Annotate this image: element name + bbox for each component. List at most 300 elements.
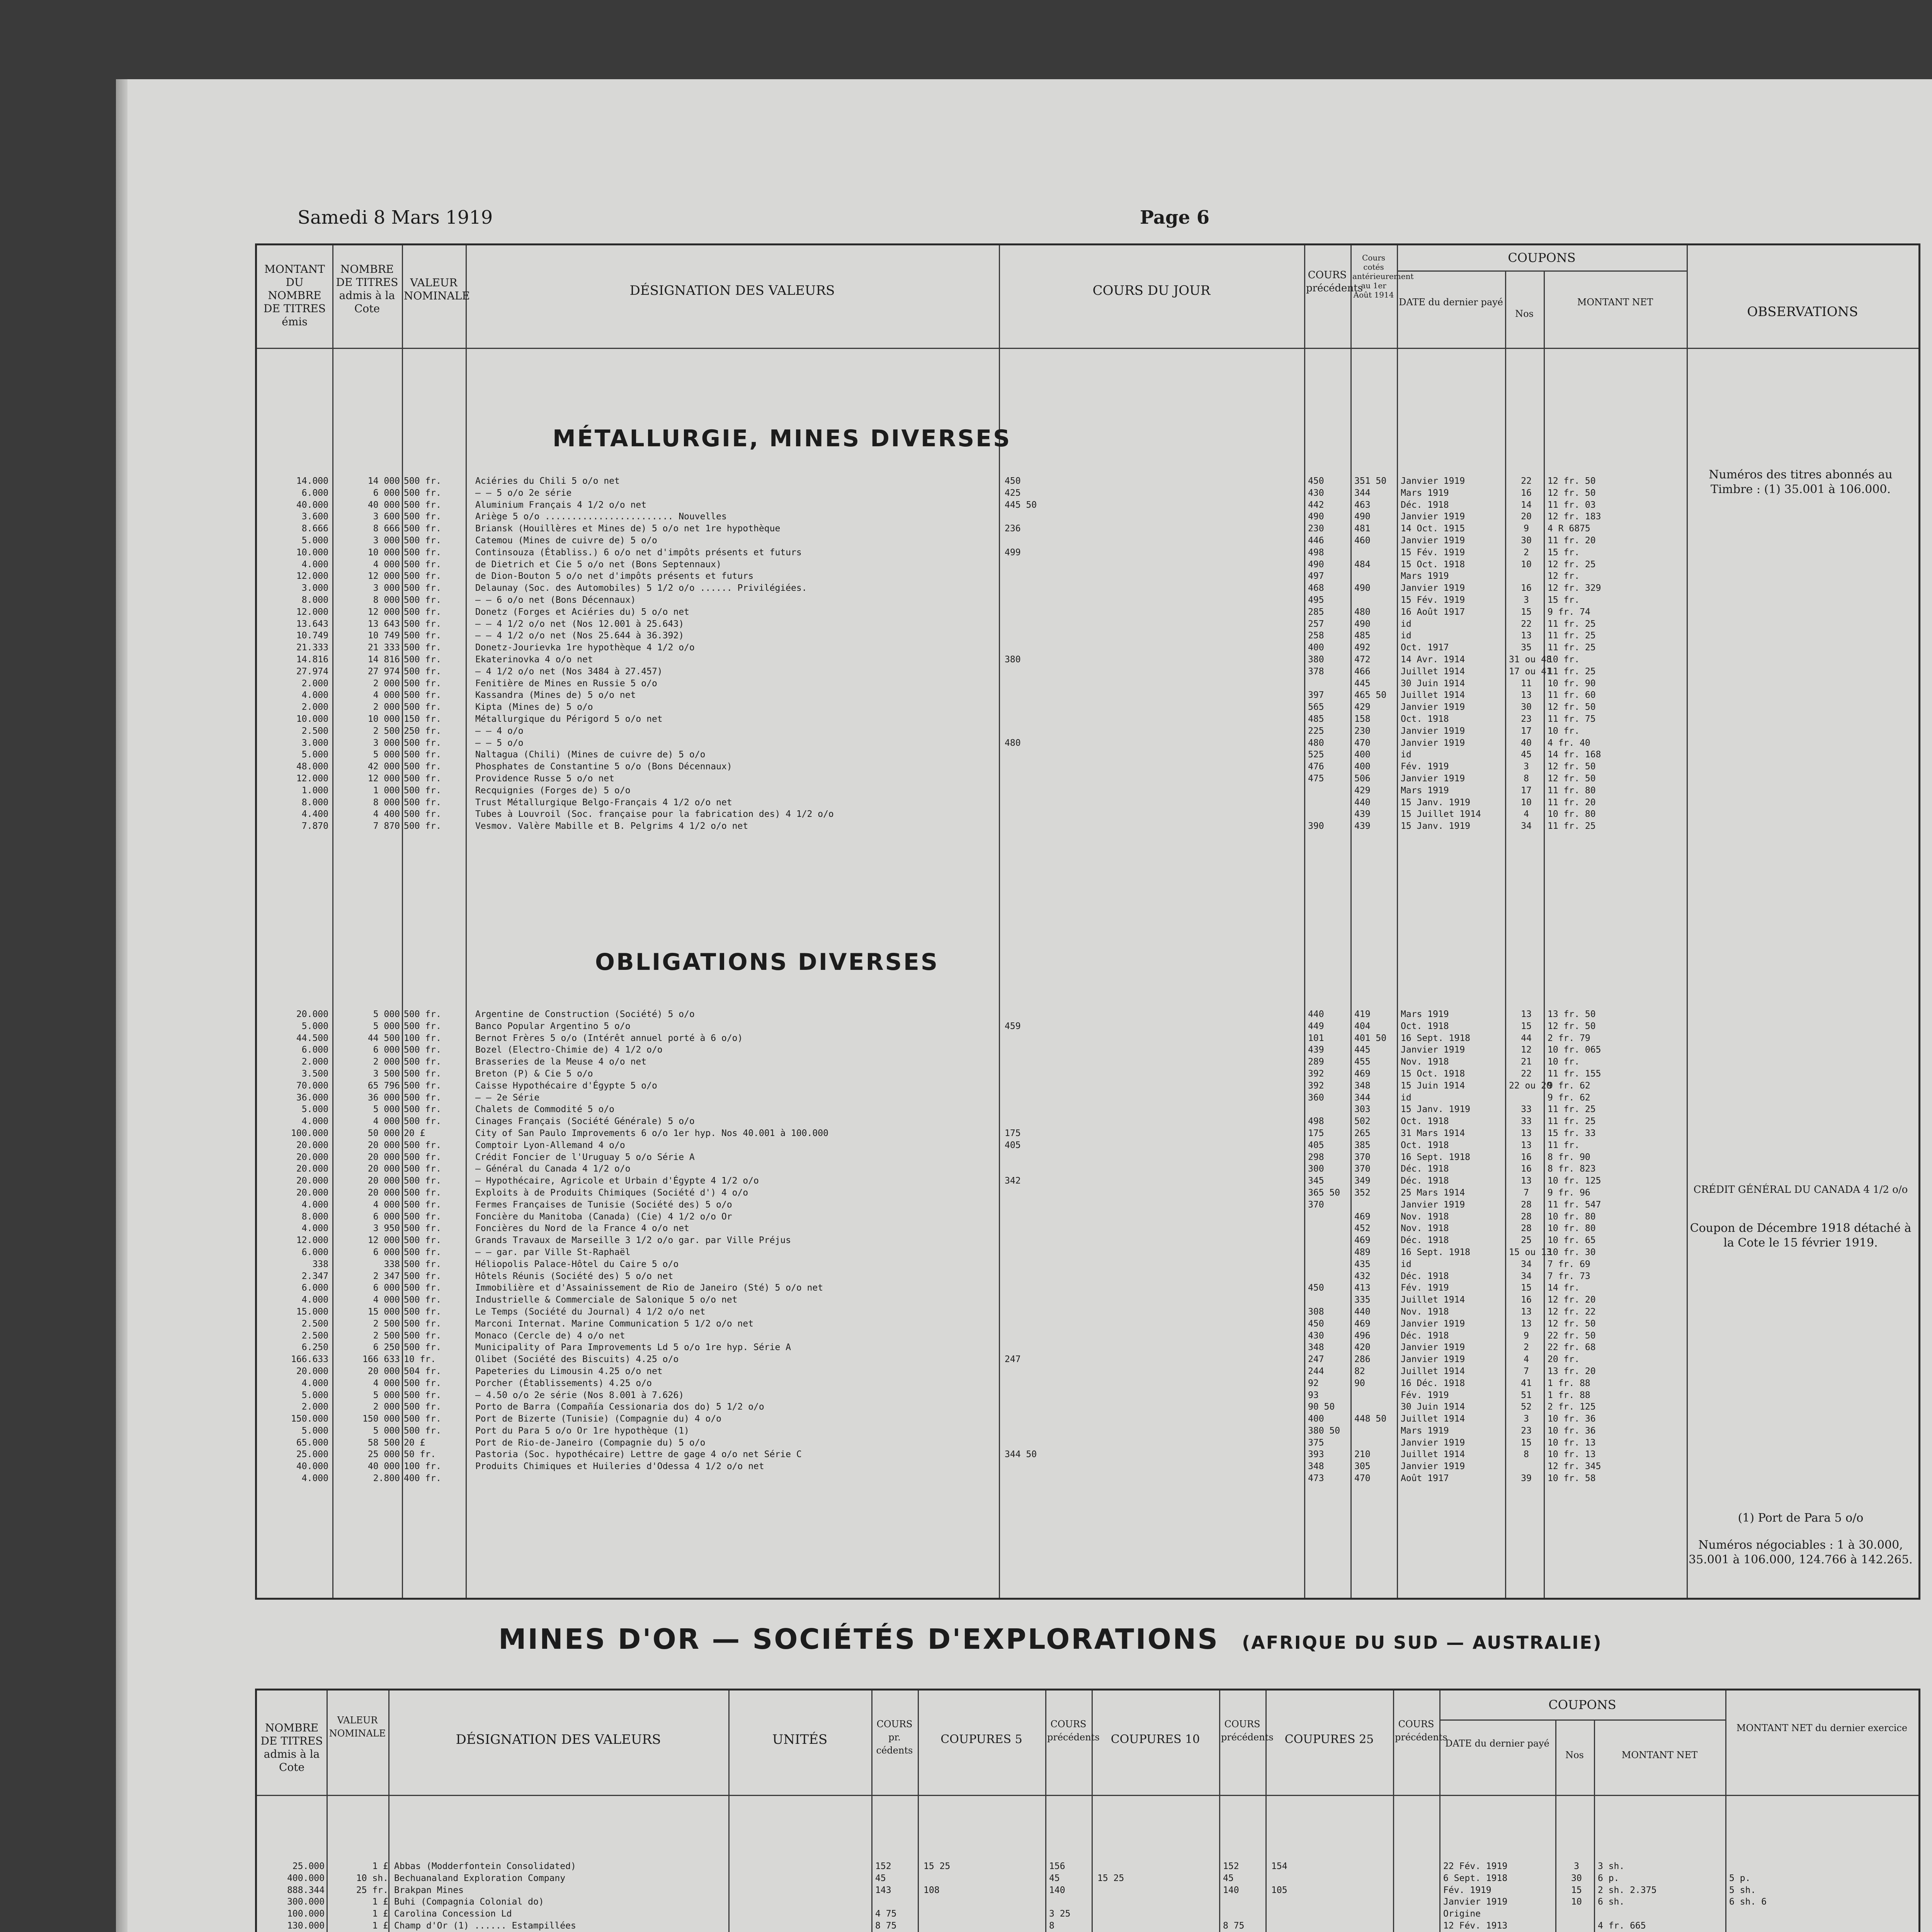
table-cell: Foncière du Manitoba (Canada) (Cie) 4 1/2 o/o Or (475, 1211, 732, 1222)
table-cell: 30 (1571, 1873, 1582, 1883)
table-cell: 496 (1354, 1330, 1371, 1341)
table-cell: 3 sh. (1598, 1861, 1625, 1871)
table-cell: 500 fr. (404, 1187, 441, 1198)
table-cell: 16 Déc. 1918 (1401, 1378, 1465, 1388)
table-cell: 105 (1271, 1885, 1287, 1895)
table-cell: 1.000 (301, 785, 328, 796)
table-cell: 308 (1308, 1306, 1324, 1317)
table-cell: 10 (1571, 1897, 1582, 1907)
table-cell: 16 (1521, 488, 1532, 498)
table-row (259, 1413, 1689, 1425)
table-cell: 5.000 (301, 1104, 328, 1115)
table-cell: 10 fr. (1548, 726, 1580, 736)
table-cell: 470 (1354, 738, 1371, 748)
table-cell: 15 25 (1097, 1873, 1124, 1883)
table-cell: 25.000 (296, 1449, 328, 1460)
table-cell: 497 (1308, 571, 1324, 582)
table-cell: 15 Janv. 1919 (1401, 821, 1471, 832)
table-cell: 500 fr. (404, 1271, 441, 1281)
table-cell: 7 (1524, 1366, 1529, 1376)
table-cell: 345 (1308, 1176, 1324, 1186)
table-cell: Pastoria (Soc. hypothécaire) Lettre de gage 4 o/o net Série C (475, 1449, 802, 1460)
table-cell: 500 fr. (404, 1235, 441, 1246)
table-cell: 481 (1354, 524, 1371, 534)
table-cell: 10.000 (296, 547, 328, 558)
table-cell: 470 (1354, 1473, 1371, 1484)
table-cell: 489 (1354, 1247, 1371, 1257)
table-cell: Déc. 1918 (1401, 1176, 1449, 1186)
table-row (259, 797, 1689, 809)
table-row (259, 1366, 1689, 1378)
table-cell: 3 000 (373, 535, 400, 546)
table-cell: 100 fr. (404, 1461, 441, 1472)
table-cell: 10 fr. 90 (1548, 678, 1596, 689)
table-cell: Nov. 1918 (1401, 1057, 1449, 1067)
table-cell: Exploits à de Produits Chimiques (Société d') 4 o/o (475, 1187, 748, 1198)
col-coupures25: COUPURES 25 (1284, 1733, 1374, 1746)
table-cell: 15.000 (296, 1306, 328, 1317)
table-cell: 452 (1354, 1223, 1371, 1234)
table-cell: Recquignies (Forges de) 5 o/o (475, 785, 631, 796)
table-cell: 490 (1354, 619, 1371, 629)
table-cell: 11 fr. 20 (1548, 797, 1596, 808)
table-cell: 150 fr. (404, 714, 441, 724)
table-row (259, 1104, 1689, 1116)
table-cell: 480 (1308, 738, 1324, 748)
table-cell: 490 (1354, 512, 1371, 522)
table-cell: Janvier 1919 (1401, 583, 1465, 594)
table-cell: Ekaterinovka 4 o/o net (475, 654, 593, 665)
table-cell: 390 (1308, 821, 1324, 832)
table-cell: Fenitière de Mines en Russie 5 o/o (475, 678, 657, 689)
table-cell: Héliopolis Palace-Hôtel du Caire 5 o/o (475, 1259, 679, 1269)
table-cell: 15 Juillet 1914 (1401, 809, 1481, 820)
table-cell: 439 (1308, 1045, 1324, 1055)
table-row (259, 1056, 1689, 1068)
table-cell: 152 (875, 1861, 891, 1871)
table-cell: 4.000 (301, 1199, 328, 1210)
table-cell: 4 000 (373, 1295, 400, 1305)
table-cell: 500 fr. (404, 1295, 441, 1305)
table-cell: 360 (1308, 1092, 1324, 1103)
table-cell: 500 fr. (404, 750, 441, 760)
table-cell: 10 fr. 36 (1548, 1414, 1596, 1424)
table-cell: 8 75 (1223, 1920, 1245, 1931)
table-row (259, 1342, 1689, 1354)
table-cell: — — 6 o/o net (Bons Décennaux) (475, 595, 636, 605)
table-cell: 500 fr. (404, 1425, 441, 1436)
table-cell: 15 fr. 33 (1548, 1128, 1596, 1138)
table-row (259, 1199, 1689, 1211)
table-cell: Kassandra (Mines de) 5 o/o net (475, 690, 636, 701)
table-cell: 11 fr. 25 (1548, 1104, 1596, 1115)
table-cell: 28 (1521, 1199, 1532, 1210)
table-cell: 265 (1354, 1128, 1371, 1138)
table-cell: 3 (1574, 1861, 1579, 1871)
table-cell: 2 000 (373, 1402, 400, 1412)
table-cell: 445 (1354, 1045, 1371, 1055)
table-cell: 375 (1308, 1437, 1324, 1448)
col-designation: DÉSIGNATION DES VALEURS (456, 1732, 661, 1747)
table-cell: 3 000 (373, 738, 400, 748)
col-designation: DÉSIGNATION DES VALEURS (629, 283, 835, 298)
table-cell: Providence Russe 5 o/o net (475, 773, 615, 784)
table-cell: 370 (1354, 1164, 1371, 1174)
table-cell: 450 (1308, 1283, 1324, 1293)
table-cell: 3 950 (373, 1223, 400, 1234)
table-cell: 33 (1521, 1116, 1532, 1127)
table-cell: 12 fr. 22 (1548, 1306, 1596, 1317)
table-row (259, 535, 1689, 547)
col-observations: OBSERVATIONS (1747, 304, 1858, 320)
table-cell: Brasseries de la Meuse 4 o/o net (475, 1057, 647, 1067)
table-cell: 500 fr. (404, 1318, 441, 1329)
table-cell: 7 fr. 69 (1548, 1259, 1590, 1269)
table-cell: Bechuanaland Exploration Company (394, 1873, 566, 1883)
table-row (259, 1116, 1689, 1128)
table-cell: Hôtels Réunis (Société des) 5 o/o net (475, 1271, 673, 1281)
table-cell: 12 fr. 50 (1548, 762, 1596, 772)
table-cell: 7 fr. 73 (1548, 1271, 1590, 1281)
table-cell: Janvier 1919 (1443, 1897, 1508, 1907)
table-cell: 14 fr. 168 (1548, 750, 1601, 760)
table-cell: Aluminium Français 4 1/2 o/o net (475, 500, 647, 510)
table-cell: 500 fr. (404, 821, 441, 832)
table-cell: 130.000 (287, 1920, 325, 1931)
table-cell: 4 fr. 665 (1598, 1920, 1646, 1931)
table-row (259, 725, 1689, 737)
table-cell: 40 000 (367, 1461, 400, 1472)
table-cell: Déc. 1918 (1401, 1330, 1449, 1341)
table-cell: 9 (1524, 1330, 1529, 1341)
table-cell: 45 (875, 1873, 886, 1883)
table-cell: 44 500 (367, 1033, 400, 1043)
table-cell: 485 (1354, 631, 1371, 641)
table-cell: 490 (1308, 559, 1324, 570)
table-row (259, 1080, 1689, 1092)
table-cell: 40 000 (367, 500, 400, 510)
col-montant-net: MONTANT NET (1621, 1750, 1698, 1760)
table-cell: Janvier 1919 (1401, 512, 1465, 522)
table-row (259, 773, 1689, 785)
table-cell: 40 (1521, 738, 1532, 748)
table-cell: 20.000 (296, 1152, 328, 1162)
table-cell: 25 Mars 1914 (1401, 1187, 1465, 1198)
table-row (259, 701, 1689, 713)
table-cell: 468 (1308, 583, 1324, 594)
table-cell: 11 fr. 25 (1548, 643, 1596, 653)
table-cell: 247 (1308, 1354, 1324, 1365)
table-cell: 4.400 (301, 809, 328, 820)
table-cell: 1 £ (372, 1897, 388, 1907)
table-cell: 6 000 (373, 1283, 400, 1293)
table-cell: 12 fr. 50 (1548, 1021, 1596, 1031)
table-cell: 52 (1521, 1402, 1532, 1412)
table-row (259, 594, 1689, 606)
table-row (259, 1032, 1689, 1044)
table-cell: 492 (1354, 643, 1371, 653)
table-cell: 5.000 (301, 535, 328, 546)
table-cell: 17 ou 41 (1509, 666, 1552, 677)
table-cell: 440 (1308, 1009, 1324, 1019)
table-cell: Abbas (Modderfontein Consolidated) (394, 1861, 576, 1871)
table-cell: 10 fr. 36 (1548, 1425, 1596, 1436)
obligations-rows (259, 1009, 1689, 1485)
table-cell: Nov. 1918 (1401, 1211, 1449, 1222)
table-cell: 500 fr. (404, 1247, 441, 1257)
table-row (259, 499, 1689, 511)
table-cell: 2.500 (301, 1330, 328, 1341)
table-cell: 13 (1521, 1318, 1532, 1329)
table-cell: 17 (1521, 726, 1532, 736)
table-cell: Cinages Français (Société Générale) 5 o/o (475, 1116, 695, 1127)
table-cell: 12 fr. 50 (1548, 476, 1596, 486)
col-montant-net: MONTANT NET (1577, 297, 1653, 308)
col-cours-prec3: COURS précédents (1395, 1719, 1447, 1743)
table-cell: 82 (1354, 1366, 1365, 1376)
table-cell: 289 (1308, 1057, 1324, 1067)
table-cell: 500 fr. (404, 809, 441, 820)
table-cell: 2 fr. 125 (1548, 1402, 1596, 1412)
table-cell: 15 ou 13 (1509, 1247, 1552, 1257)
table-cell: 490 (1308, 512, 1324, 522)
table-cell: 4 fr. 40 (1548, 738, 1590, 748)
table-cell: 4 000 (373, 690, 400, 701)
table-cell: 500 fr. (404, 1045, 441, 1055)
table-cell: 442 (1308, 500, 1324, 510)
mines-title-text: MINES D'OR — SOCIÉTÉS D'EXPLORATIONS (498, 1623, 1219, 1655)
col-cours-jour: COURS DU JOUR (1092, 283, 1211, 298)
table-cell: 432 (1354, 1271, 1371, 1281)
table-cell: 10 fr. 80 (1548, 1223, 1596, 1234)
table-cell: 12 fr. 50 (1548, 1318, 1596, 1329)
table-cell: 15 (1521, 1283, 1532, 1293)
table-cell: 6 p. (1598, 1873, 1619, 1883)
table-cell: Marconi Internat. Marine Communication 5 1/2 o/o net (475, 1318, 754, 1329)
col-coupons: COUPONS (1548, 1697, 1616, 1712)
table-cell: 5.000 (301, 1021, 328, 1031)
table-cell: 156 (1049, 1861, 1065, 1871)
table-cell: 500 fr. (404, 1342, 441, 1353)
table-cell: 2.000 (301, 702, 328, 713)
table-cell: 473 (1308, 1473, 1324, 1484)
table-cell: 4.000 (301, 1378, 328, 1388)
section-title-metallurgie: MÉTALLURGIE, MINES DIVERSES (553, 425, 1012, 452)
table-cell: Janvier 1919 (1401, 1045, 1465, 1055)
table-row (259, 1920, 1913, 1932)
table-cell: 4 000 (373, 559, 400, 570)
table-cell: Naltagua (Chili) (Mines de cuivre de) 5 o/o (475, 750, 706, 760)
table-cell: 20 000 (367, 1176, 400, 1186)
table-cell: 2 500 (373, 726, 400, 736)
table-cell: 370 (1354, 1152, 1371, 1162)
table-cell: 10 (1521, 797, 1532, 808)
col-cours-cotes: Cours cotés antérieurement au 1er Août 1914 (1352, 253, 1414, 299)
table-cell: 525 (1308, 750, 1324, 760)
table-cell: 500 fr. (404, 631, 441, 641)
table-cell: 10 fr. (404, 1354, 436, 1365)
table-cell: Produits Chimiques et Huileries d'Odessa 4 1/2 o/o net (475, 1461, 764, 1472)
table-cell: 4.000 (301, 1473, 328, 1484)
table-cell: 469 (1354, 1211, 1371, 1222)
table-cell: 298 (1308, 1152, 1324, 1162)
table-cell: 5.000 (301, 750, 328, 760)
table-row (259, 1294, 1689, 1306)
table-cell: City of San Paulo Improvements 6 o/o 1er hyp. Nos 40.001 à 100.000 (475, 1128, 828, 1138)
table-cell: Déc. 1918 (1401, 1235, 1449, 1246)
table-cell: 14 Avr. 1914 (1401, 654, 1465, 665)
table-cell: 349 (1354, 1176, 1371, 1186)
table-cell: Juillet 1914 (1401, 1295, 1465, 1305)
table-cell: Continsouza (Établiss.) 6 o/o net d'impôts présents et futurs (475, 547, 802, 558)
coupons-separator (1439, 1719, 1725, 1721)
table-cell: 10.749 (296, 631, 328, 641)
table-cell: 25.000 (292, 1861, 325, 1871)
table-cell: Janvier 1919 (1401, 535, 1465, 546)
table-cell: 338 (312, 1259, 328, 1269)
table-cell: 12 (1521, 1045, 1532, 1055)
table-cell: 5 p. (1729, 1873, 1751, 1883)
table-cell: 285 (1308, 607, 1324, 617)
table-cell: 425 (1005, 488, 1021, 498)
table-cell: 20.000 (296, 1187, 328, 1198)
table-cell: 2 (1524, 1342, 1529, 1353)
table-cell: Janvier 1919 (1401, 1437, 1465, 1448)
table-cell: 500 fr. (404, 476, 441, 486)
table-cell: 504 fr. (404, 1366, 441, 1376)
table-cell: 429 (1354, 702, 1371, 713)
table-cell: 393 (1308, 1449, 1324, 1460)
table-cell: 10 fr. 80 (1548, 1211, 1596, 1222)
table-cell: id (1401, 631, 1412, 641)
table-cell: 500 fr. (404, 595, 441, 605)
table-cell: Kipta (Mines de) 5 o/o (475, 702, 593, 713)
table-cell: 236 (1005, 524, 1021, 534)
table-cell: 10 fr. 13 (1548, 1449, 1596, 1460)
table-cell: 11 fr. (1548, 1140, 1580, 1150)
table-cell: 12 fr. 20 (1548, 1295, 1596, 1305)
table-cell: 42 000 (367, 762, 400, 772)
table-cell: 12 000 (367, 607, 400, 617)
header-separator (257, 1795, 1918, 1796)
col-date: DATE du dernier payé (1399, 297, 1503, 308)
table-cell: 2 000 (373, 678, 400, 689)
table-cell: 430 (1308, 1330, 1324, 1341)
table-cell: 15 25 (923, 1861, 951, 1871)
table-cell: 4 400 (373, 809, 400, 820)
table-cell: 12 000 (367, 773, 400, 784)
table-row (259, 1068, 1689, 1080)
table-cell: 300.000 (287, 1897, 325, 1907)
table-cell: 405 (1005, 1140, 1021, 1150)
table-cell: Brakpan Mines (394, 1885, 464, 1895)
table-cell: 12 000 (367, 571, 400, 582)
table-cell: 370 (1308, 1199, 1324, 1210)
table-cell: 11 fr. 547 (1548, 1199, 1601, 1210)
table-row (259, 1872, 1913, 1884)
table-cell: 400.000 (287, 1873, 325, 1883)
table-cell: 400 (1308, 1414, 1324, 1424)
table-cell: 12 fr. 50 (1548, 773, 1596, 784)
table-cell: id (1401, 619, 1412, 629)
table-cell: 2.800 (373, 1473, 400, 1484)
table-cell: 230 (1308, 524, 1324, 534)
table-cell: 500 fr. (404, 488, 441, 498)
table-cell: Origine (1443, 1909, 1481, 1919)
table-row (259, 487, 1689, 499)
table-cell: Caisse Hypothécaire d'Égypte 5 o/o (475, 1080, 657, 1091)
mines-rows (259, 1861, 1913, 1932)
table-cell: 10 sh. (356, 1873, 388, 1883)
table-cell: 460 (1354, 535, 1371, 546)
table-cell: 502 (1354, 1116, 1371, 1127)
table-cell: 2 347 (373, 1271, 400, 1281)
table-cell: 500 fr. (404, 1068, 441, 1079)
table-cell: 30 (1521, 535, 1532, 546)
table-cell: 446 (1308, 535, 1324, 546)
table-cell: 1 £ (372, 1909, 388, 1919)
table-cell: 8 666 (373, 524, 400, 534)
table-cell: 17 (1521, 785, 1532, 796)
table-row (259, 654, 1689, 666)
table-cell: — — 5 o/o (475, 738, 524, 748)
table-cell: 16 Août 1917 (1401, 607, 1465, 617)
table-cell: 4.000 (301, 559, 328, 570)
table-cell: 244 (1308, 1366, 1324, 1376)
table-cell: 13 (1521, 1009, 1532, 1019)
table-row (259, 820, 1689, 832)
table-cell: 225 (1308, 726, 1324, 736)
table-cell: 23 (1521, 714, 1532, 724)
table-cell: 13 fr. 50 (1548, 1009, 1596, 1019)
table-row (259, 749, 1689, 761)
table-cell: 2 000 (373, 702, 400, 713)
table-cell: 500 fr. (404, 738, 441, 748)
table-cell: 143 (875, 1885, 891, 1895)
table-cell: 476 (1308, 762, 1324, 772)
table-cell: 6 sh. (1598, 1897, 1625, 1907)
table-cell: Déc. 1918 (1401, 500, 1449, 510)
table-cell: 385 (1354, 1140, 1371, 1150)
table-cell: 8 fr. 823 (1548, 1164, 1596, 1174)
table-cell: 450 (1308, 476, 1324, 486)
table-cell: 31 ou 48 (1509, 654, 1552, 665)
table-cell: 8 75 (875, 1920, 897, 1931)
table-cell: 30 (1521, 702, 1532, 713)
table-cell: 16 (1521, 1164, 1532, 1174)
col-cours-prec2: COURS précédents (1221, 1719, 1274, 1743)
table-row (259, 1401, 1689, 1413)
table-cell: Municipality of Para Improvements Ld 5 o/o 1re hyp. Série A (475, 1342, 791, 1353)
table-cell: 8 fr. 90 (1548, 1152, 1590, 1162)
table-cell: — 4.50 o/o 2e série (Nos 8.001 à 7.626) (475, 1390, 684, 1400)
col-coupons: COUPONS (1508, 250, 1576, 265)
table-cell: 500 fr. (404, 654, 441, 665)
table-cell: 8 (1049, 1920, 1054, 1931)
table-cell: Janvier 1919 (1401, 1461, 1465, 1472)
table-cell: 2.347 (301, 1271, 328, 1281)
table-cell: Porto de Barra (Compañía Cessionaria dos do) 5 1/2 o/o (475, 1402, 764, 1412)
table-row (259, 606, 1689, 618)
table-cell: 20.000 (296, 1176, 328, 1186)
table-cell: 2 500 (373, 1330, 400, 1341)
table-cell: 888.344 (287, 1885, 325, 1895)
table-cell: 455 (1354, 1057, 1371, 1067)
table-row (259, 523, 1689, 535)
table-cell: 15 Juin 1914 (1401, 1080, 1465, 1091)
table-cell: 13 (1521, 1140, 1532, 1150)
table-cell: 500 fr. (404, 512, 441, 522)
